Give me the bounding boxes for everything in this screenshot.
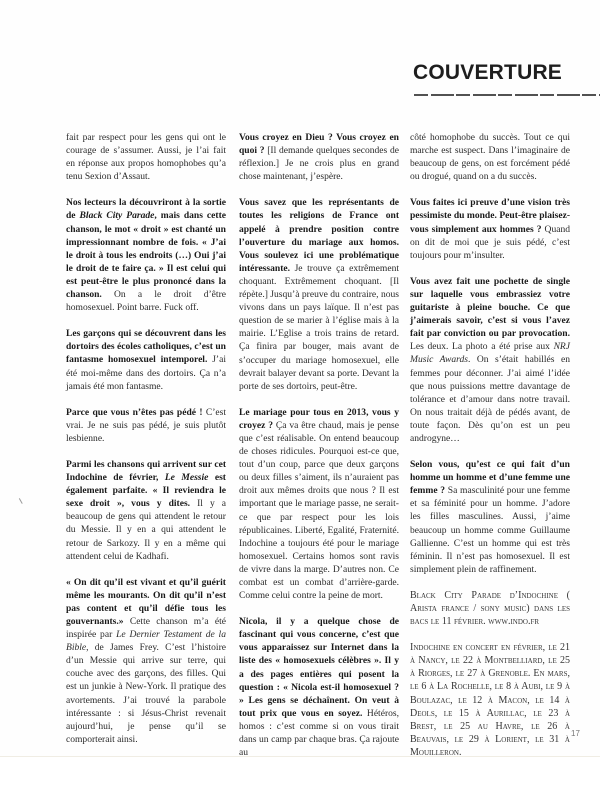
page-number: 17 (571, 729, 580, 738)
answer-text: Quand on dit de moi que je suis pédé, c’est toujours pour m’insulter. (410, 223, 571, 261)
paragraph (66, 327, 226, 392)
answer-text: fait par respect pour les gens qui ont le courage de s’assumer. Aussi, je l’ai fait en réponse aux propos homophobes qu’a tenu Sexion d’Assaut. (66, 132, 226, 183)
tour-dates: Indochine en concert en février, le 21 à Nancy, le 22 à Montbelliard, le 25 à Riorges, le 27 à Grenoble. En mars, le 6 à La Rochelle, le 8 à Aubi, le 9 à Boulazac, le 12 à Macon, le 14 à Deols, le 15 à Aurillac, le 23 à Brest, le 25 au Havre, le 26 à Beauvais, le 29 à Lorient, le 31 à Mouilleron. (410, 642, 570, 758)
question-text: Vous croyez en Dieu ? Vous croyez en quoi ? (239, 132, 399, 157)
answer-text: Je trouve ça extrêmement choquant. Extrêmement choquant. [Il répète.] Jusqu’à preuve du contraire, nous vivons dans un pays laïque. Il n’est pas question de se marier à l’église mais à la mairie. L’Eglise a trois trains de retard. Ça finira par bouger, mais avant de s’occuper du mariage homosexuel, elle devrait balayer devant sa porte. Devant la porte de ses dortoirs, peut-être. (239, 262, 399, 392)
paragraph (410, 196, 570, 261)
section-title-underline (414, 94, 600, 96)
question-text: Vous savez que les représentants de toutes les religions de France ont appelé à prendre position contre l’ouverture du mariage aux homos. Vous soulevez ici une problématique intéressante. (239, 197, 399, 274)
answer-text: Cette chanson m’a été inspirée par Le Dernier Testament de la Bible, de James Frey. C’est l’histoire d’un Messie qui arrive sur terre, qui couche avec des garçons, des filles. Qui est un junkie à New-York. Il pratique des avortements. J’ai trouvé la parabole intéressante : si Jésus-Christ revenait aujourd’hui, je pense qu’il se comporterait ainsi. (66, 616, 226, 745)
answer-text: Hétéros, homos : c’est comme si on vous tirait dans un camp par chaque bras. Ça rajoute au (239, 707, 400, 759)
question-text: Parmi les chansons qui arrivent sur cet Indochine de février, Le Messie est également parfaite. « Il reviendra le sexe droit », vous y dites. (66, 458, 226, 510)
album-info: Black City Parade d’Indochine ( Arista france / sony music) dans les bacs le 11 février. www.indo.fr (410, 589, 570, 628)
question-text: Vous avez fait une pochette de single sur laquelle vous embrassiez votre guitariste à pleine bouche. Ce que j’aimerais savoir, c’est si vous l’avez fait par conviction ou par provocation. (410, 275, 570, 340)
paragraph (66, 576, 226, 746)
article-column-3 (410, 131, 570, 772)
paragraph (66, 131, 226, 183)
paragraph (239, 406, 399, 602)
paragraph (239, 196, 399, 392)
paragraph (66, 196, 226, 314)
info-box (410, 589, 570, 759)
paragraph (410, 275, 570, 445)
question-text: Nos lecteurs la découvriront à la sortie de Black City Parade, mais dans cette chanson, le mot « droit » est chanté un impressionnant nombre de fois. « J’ai le droit à tous les endroits (…) Oui j’ai le droit de te faire ça. » Il est celui qui est peut-être le plus prononcé dans la chanson. (66, 197, 226, 301)
question-text: Selon vous, qu’est ce qui fait d’un homme un homme et d’une femme une femme ? (410, 459, 570, 497)
article-column-1 (66, 131, 226, 759)
answer-text: Les deux. La photo a été prise aux NRJ Music Awards. On s’était habillés en femmes pour déconner. J’ai aimé l’idée que nous puissions mettre davantage de tolérance et d’amour dans notre travail. On nous traitait déjà de pédés avant, de toute façon. Dès qu’on est un peu androgyne… (410, 341, 570, 444)
question-text: Nicola, il y a quelque chose de fascinant qui vous concerne, c’est que vous apparaissez sur Internet dans la liste des « homosexuels célèbres ». Il y a des pages entières qui posent la question : « Nicola est-il homosexuel ? » Les gens se déchaînent. On veut à tout prix que vous en soyez. (239, 616, 399, 719)
answer-text: [Il demande quelques secondes de réflexion.] Je ne crois plus en grand chose maintenant, j’espère. (239, 145, 399, 183)
answer-text: côté homophobe du succès. Tout ce qui marche est suspect. Dans l’imaginaire de beaucoup de gens, on est forcément pédé ou drogué, quand on a du succès. (410, 132, 570, 183)
paragraph (66, 406, 226, 445)
margin-mark (19, 496, 26, 504)
answer-text: C’est vrai. Je ne suis pas pédé, je suis plutôt lesbienne. (66, 406, 227, 444)
paragraph (410, 131, 570, 183)
answer-text: Ça va être chaud, mais je pense que c’est réalisable. On entend beaucoup de choses ridicules. Pourquoi est-ce que, tout d’un coup, parce que deux garçons ou deux filles s’aiment, ils n’auraient pas droit aux mêmes droits que nous ? Il est important que le mariage passe, ne serait-ce que par respect pour les lois républicaines. Liberté, Egalité, Fraternité. Indochine a toujours été pour le mariage homosexuel. Certains homos sont ravis de vivre dans la marge. D’autres non. Ce combat est un combat d’arrière-garde. Comme celui contre la peine de mort. (239, 419, 400, 602)
question-text: Parce que vous n’êtes pas pédé ! (66, 406, 203, 418)
answer-text: On a le droit d’être homosexuel. Point barre. Fuck off. (66, 289, 226, 314)
answer-text: Il y a beaucoup de gens qui attendent le retour du Messie. Il y en a qui attendent le retour de Sarkozy. Il y en a même qui attendent celui de Kadhafi. (66, 498, 226, 562)
question-text: Les garçons qui se découvrent dans les dortoirs des écoles catholiques, c’est un fantasme homosexuel intemporel. (66, 328, 226, 366)
paragraph (66, 458, 226, 563)
paragraph (239, 615, 399, 759)
question-text: « On dit qu’il est vivant et qu’il guérit même les mourants. On dit qu’il n’est pas content et qu’il défie tous les gouvernants.» (66, 576, 226, 627)
paragraph (239, 131, 399, 183)
article-column-2 (239, 131, 399, 772)
question-text: Le mariage pour tous en 2013, vous y croyez ? (239, 406, 399, 431)
question-text: Vous faites ici preuve d’une vision très pessimiste du monde. Peut-être plaisez-vous simplement aux hommes ? (410, 197, 570, 235)
section-title: COUVERTURE (413, 61, 563, 84)
paragraph (410, 458, 570, 576)
answer-text: J’ai été moi-même dans des dortoirs. Ça n’a jamais été mon fantasme. (66, 354, 226, 392)
answer-text: Sa masculinité pour une femme et sa féminité pour un homme. J’adore les filles masculines. Aussi, j’aime beaucoup un homme comme Guillaume Gallienne. C’est un homme qui est très féminin. Il n’est pas homosexuel. Il est simplement plein de raffinement. (410, 485, 570, 575)
